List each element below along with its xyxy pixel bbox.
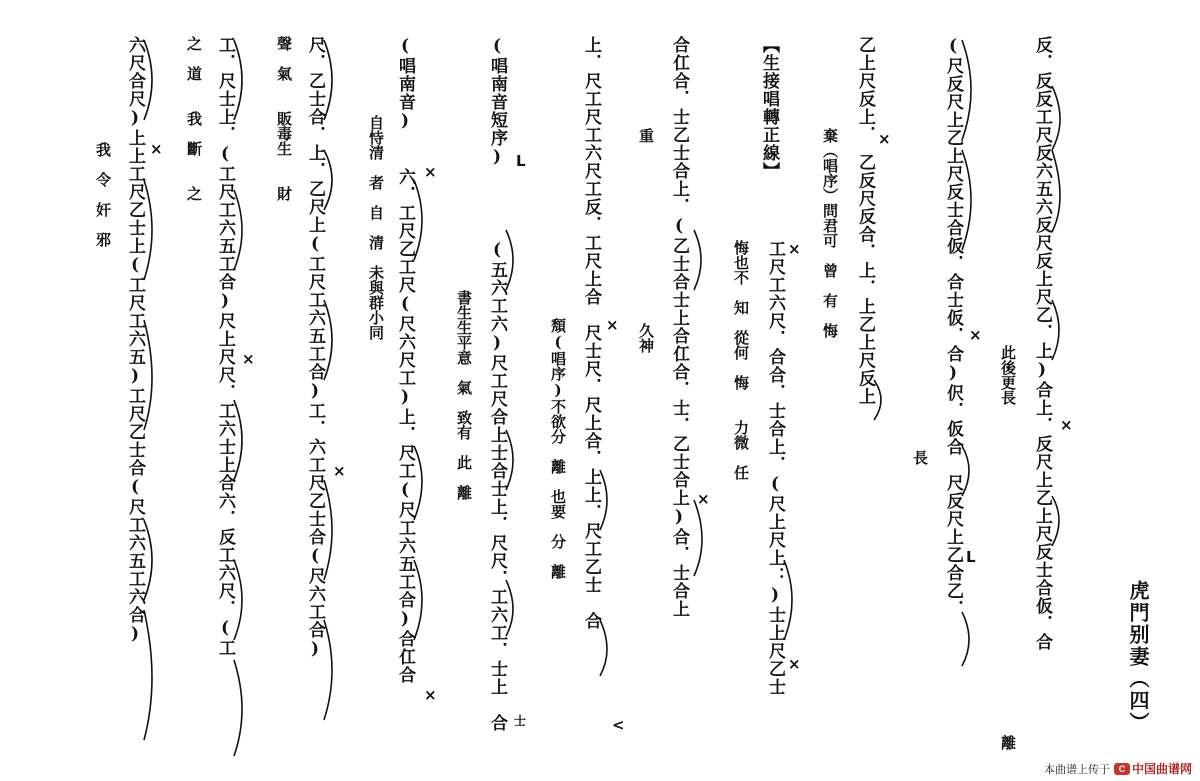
corner-mark: L [966, 548, 976, 566]
section-heading-2: (唱南音短序) [487, 36, 507, 168]
cross-mark: × [333, 462, 346, 480]
slur-mark [144, 180, 152, 280]
notation-column-17: 六尺合尺)上上工尺乙士上(工尺工六五)工尺乙士合(尺工六五工六合) [125, 36, 145, 645]
notation-column-1: 反．反反工尺反六五六反尺反上尺乙．上)合上．反尺上乙上尺反士合仮．合 [1032, 36, 1052, 651]
slur-mark [144, 610, 152, 740]
notation-column-13: 尺．乙士合．上．乙尺上(工尺工六五工合)工．六工尺乙士合(尺六工合) [305, 36, 325, 660]
slur-mark [144, 520, 152, 600]
slur-mark [962, 150, 971, 250]
section-heading-3: (唱南音) [395, 36, 415, 132]
slur-mark [234, 660, 242, 756]
lyric-column-18: 我 令 奸 邪 [94, 142, 112, 247]
cross-mark: × [150, 140, 163, 158]
cross-mark: × [878, 130, 891, 148]
slur-mark [324, 480, 332, 580]
slur-mark [414, 180, 422, 260]
site-logo[interactable] [1114, 760, 1192, 777]
cross-mark: × [969, 326, 982, 344]
cross-mark: × [788, 240, 801, 258]
notation-column-4: 工尺工六尺．合合．士合上．(尺上尺上：)士上尺乙士 [765, 240, 785, 696]
lyric-column-1b: 離 [999, 735, 1017, 750]
cross-mark: × [788, 655, 801, 673]
slur-mark [414, 560, 422, 640]
lyric-column-14: 聲 氣 販毒生 財 [275, 36, 293, 201]
small-shi-mark: 士 [514, 714, 527, 728]
cross-mark: × [697, 490, 710, 508]
notation-column-7: 上．尺工尺工六尺工反．工尺上合 尺士尺．尺上合．上上．尺工乙士 合 [581, 36, 601, 630]
slur-mark [1052, 86, 1060, 150]
cross-mark: × [1060, 416, 1073, 434]
corner-mark: L [516, 152, 526, 170]
notation-column-15: 工．尺士上．(工尺工六五工合)尺上尺尺．工六士上合六．反工六尺．(工 [215, 36, 235, 657]
slur-mark [414, 446, 422, 520]
site-logo-icon: C [1114, 763, 1130, 775]
slur-mark [694, 500, 702, 576]
notation-column-6: 合仜合．士乙士合上．(乙士合士上合仜合．士．乙士合上)合．士合上 [669, 36, 689, 618]
slur-mark [1052, 300, 1059, 360]
score-title: 虎門别妻（四） [1126, 580, 1150, 734]
lyric-column-12: 自恃清 者 自 清 未與群小同 [367, 115, 385, 340]
footer-credit [1044, 760, 1192, 777]
cross-mark: × [242, 350, 255, 368]
slur-mark [874, 380, 881, 420]
notation-column-2: (尺反尺上乙上尺反士合仮．合士仮．合)伬．仮合 尺反尺上乙合乙． [943, 36, 963, 618]
lyric-column-6: 重 久神 [637, 128, 655, 353]
cross-mark: × [424, 686, 437, 704]
footer-text: 本曲谱上传于 [1043, 763, 1110, 776]
lyric-column-1: 此後更長 [999, 345, 1017, 405]
slur-mark [234, 40, 242, 120]
angle-mark: < [612, 716, 625, 734]
slur-mark [324, 620, 332, 720]
slur-mark [600, 620, 607, 676]
cross-mark: × [424, 163, 437, 181]
slur-mark [962, 446, 969, 496]
slur-mark [234, 560, 242, 640]
slur-mark [694, 230, 701, 290]
section-heading-1: 【生接唱轉正線】 [759, 36, 779, 180]
slur-mark [962, 40, 971, 140]
notation-column-11: 六．工尺乙工尺(尺六尺工)上．尺工(尺工六五工合)合仜合 [395, 168, 415, 684]
lyric-column-4: 悔也不 知 從何 悔 力微 任 [732, 240, 750, 480]
notation-column-3: 乙上尺反上． 乙反尺反合．上．上乙上尺反上 [855, 36, 875, 406]
slur-mark [506, 430, 513, 490]
slur-mark [506, 230, 513, 290]
slur-mark [784, 560, 792, 640]
lyric-column-2: 長 [911, 450, 929, 465]
slur-mark [1052, 496, 1059, 546]
lyric-column-10: 書生生平意 氣 致有 此 離 [455, 290, 473, 500]
cross-mark: × [606, 316, 619, 334]
slur-mark [324, 150, 332, 210]
slur-mark [324, 40, 332, 120]
slur-mark [144, 320, 152, 430]
slur-mark [506, 580, 513, 636]
site-name: 中国曲谱网 [1131, 762, 1192, 776]
slur-mark [234, 190, 242, 270]
lyric-column-16: 之 道 我 斷 之 [185, 36, 203, 201]
slur-mark [600, 470, 607, 530]
slur-mark [234, 400, 242, 480]
lyric-column-3: 棄（唱序）問君可 曾 有 悔 [821, 128, 839, 338]
slur-mark [1052, 150, 1060, 232]
lyric-column-8: 頽(唱序)不欲分 離 也要 分 離 [549, 318, 567, 579]
slur-mark [324, 300, 332, 380]
slur-mark [144, 40, 152, 120]
slur-mark [962, 612, 969, 666]
notation-column-9: (五六工六)尺工尺合上士合士上．尺尺．工六工．士上 合 [487, 240, 507, 732]
